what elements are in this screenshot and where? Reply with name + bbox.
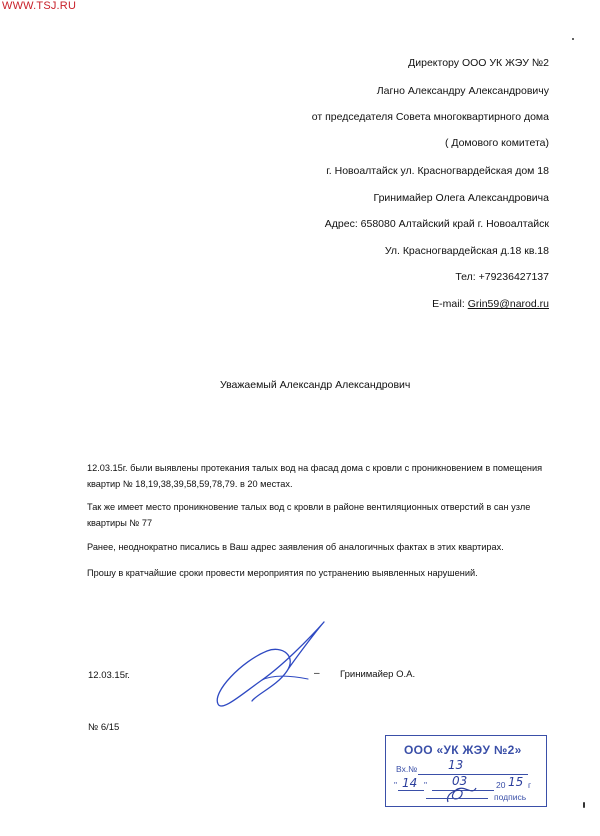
stamp-date-quote-close: "	[424, 780, 428, 790]
header-street-address: Ул. Красногвардейская д.18 кв.18	[384, 245, 549, 257]
stamp-date-day: 14	[402, 776, 418, 790]
stamp-day-rule	[398, 790, 424, 791]
header-director-name: Лагно Александру Александровичу	[376, 85, 549, 97]
stamp-signature-rule	[426, 798, 488, 799]
salutation: Уважаемый Александр Александрович	[220, 379, 411, 391]
body-paragraph-3: Ранее, неоднократно писались в Ваш адрес заявления об аналогичных фактах в этих квартирах.	[87, 542, 504, 552]
stamp-incoming-number: 13	[448, 758, 464, 772]
stamp-year-end: г	[528, 780, 532, 790]
stamp-year-prefix: 20	[496, 780, 506, 790]
stamp-date-month: 03	[452, 774, 468, 788]
stamp-date-quote-open: "	[394, 780, 398, 790]
watermark: WWW.TSJ.RU	[2, 0, 77, 12]
email-link[interactable]: Grin59@narod.ru	[467, 298, 549, 310]
signature-date: 12.03.15г.	[88, 670, 130, 681]
header-committee: ( Домового комитета)	[444, 137, 549, 149]
body-paragraph-2: Так же имеет место проникновение талых вод с кровли в районе вентиляционных отверстий в сан узле квартиры № 77	[87, 502, 531, 528]
header-director: Директору ООО УК ЖЭУ №2	[408, 57, 549, 69]
stamp-initials-scribble	[442, 782, 482, 806]
header-email	[432, 298, 549, 310]
scan-speck	[583, 802, 585, 808]
stamp-title: ООО «УК ЖЭУ №2»	[404, 743, 522, 757]
document-number: № 6/15	[88, 722, 120, 733]
body-paragraph-4: Прошу в кратчайшие сроки провести мероприятия по устранению выявленных нарушений.	[87, 568, 478, 578]
incoming-stamp	[385, 735, 547, 807]
signer-name: Гринимайер О.А.	[340, 669, 416, 680]
header-sender-name: Гринимайер Олега Александровича	[373, 192, 549, 204]
stamp-year-suffix: 15	[508, 775, 524, 789]
header-phone: Тел: +79236427137	[455, 271, 549, 283]
scan-speck	[572, 38, 574, 40]
header-from: от председателя Совета многоквартирного дома	[311, 111, 549, 123]
signature-dash: –	[314, 668, 320, 679]
header-house-address: г. Новоалтайск ул. Красногвардейская дом 18	[326, 165, 549, 177]
body-paragraph-1: 12.03.15г. были выявлены протекания талых вод на фасад дома с кровли с проникновением в помещения квартир № 18,19,38,39,58,59,78,79. в 20 местах.	[87, 463, 543, 489]
header-postal-address: Адрес: 658080 Алтайский край г. Новоалтайск	[324, 218, 549, 230]
email-label: E-mail:	[432, 298, 468, 310]
stamp-signature-label: подпись	[494, 792, 527, 802]
handwritten-signature	[212, 616, 332, 716]
stamp-incoming-label: Вх.№	[396, 764, 418, 774]
